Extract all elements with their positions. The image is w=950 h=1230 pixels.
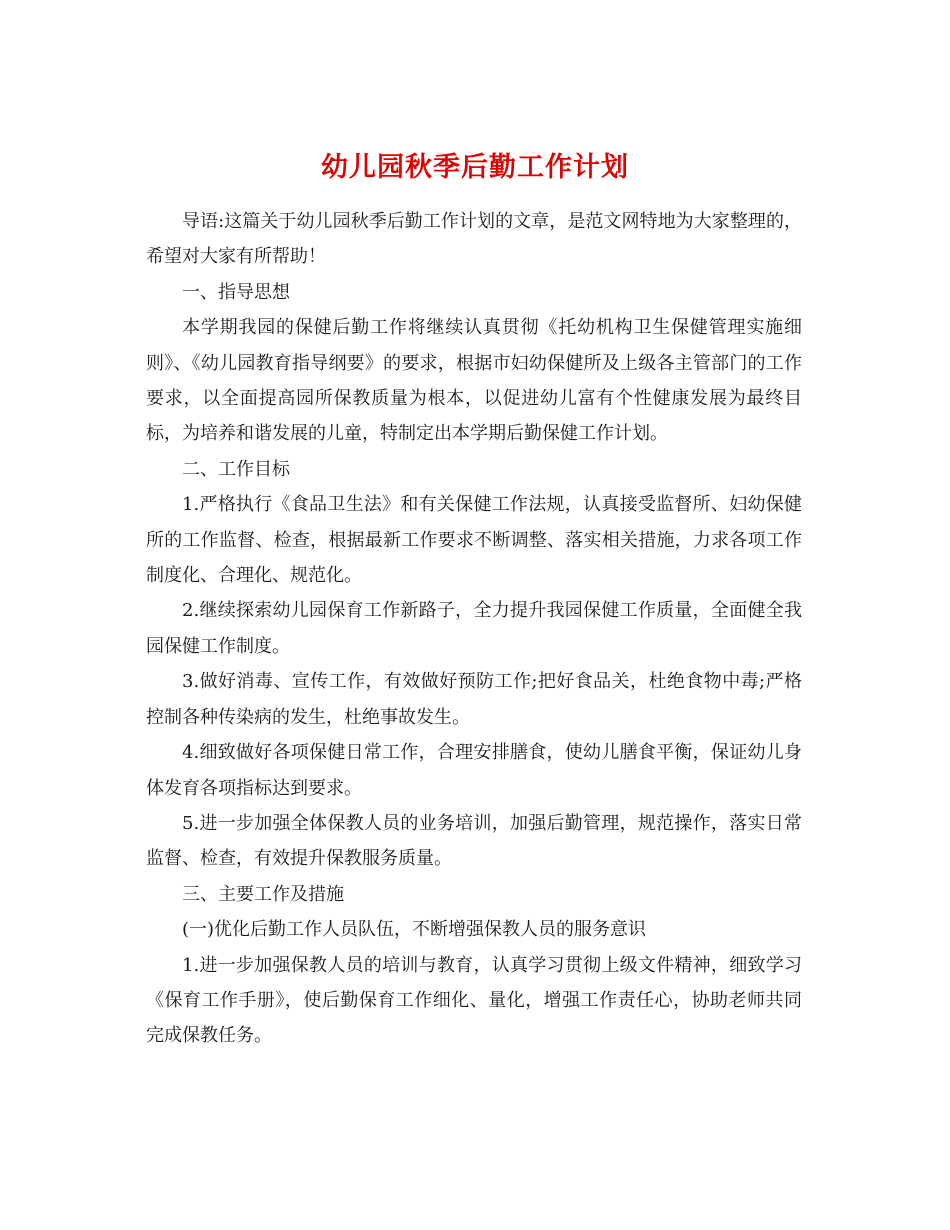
paragraph-goal-1: 1.严格执行《食品卫生法》和有关保健工作法规，认真接受监督所、妇幼保健所的工作监督、检查，根据最新工作要求不断调整、落实相关措施，力求各项工作制度化、合理化、规范化。 [146, 494, 802, 587]
heading-guiding-ideology: 一、指导思想 [182, 281, 290, 303]
paragraph-measure-1: 1.进一步加强保教人员的培训与教育，认真学习贯彻上级文件精神，细致学习《保育工作手册》，使后勤保育工作细化、量化，增强工作责任心，协助老师共同完成保教任务。 [146, 954, 802, 1047]
paragraph-goal-2: 2.继续探索幼儿园保育工作新路子，全力提升我园保健工作质量，全面健全我园保健工作制度。 [146, 600, 802, 657]
paragraph-goal-5: 5.进一步加强全体保教人员的业务培训，加强后勤管理，规范操作，落实日常监督、检查，有效提升保教服务质量。 [146, 812, 802, 870]
subheading-optimize-staff: (一)优化后勤工作人员队伍，不断增强保教人员的服务意识 [182, 919, 647, 941]
document-body [146, 204, 802, 1054]
paragraph-goal-3: 3.做好消毒、宣传工作，有效做好预防工作;把好食品关，杜绝食物中毒;严格控制各种传染病的发生，杜绝事故发生。 [146, 671, 802, 728]
document-title: 幼儿园秋季后勤工作计划 [321, 152, 629, 184]
paragraph-goal-4: 4.细致做好各项保健日常工作，合理安排膳食，使幼儿膳食平衡，保证幼儿身体发育各项指标达到要求。 [146, 742, 802, 799]
heading-main-work-measures: 三、主要工作及措施 [182, 883, 344, 905]
paragraph-intro: 导语:这篇关于幼儿园秋季后勤工作计划的文章，是范文网特地为大家整理的，希望对大家有所帮助！ [146, 211, 802, 268]
heading-work-goals: 二、工作目标 [182, 458, 290, 480]
paragraph-guiding-ideology: 本学期我园的保健后勤工作将继续认真贯彻《托幼机构卫生保健管理实施细则》、《幼儿园教育指导纲要》的要求，根据市妇幼保健所及上级各主管部门的工作要求，以全面提高园所保教质量为根本，以促进幼儿富有个性健康发展为最终目标，为培养和谐发展的儿童，特制定出本学期后勤保健工作计划。 [146, 317, 802, 445]
